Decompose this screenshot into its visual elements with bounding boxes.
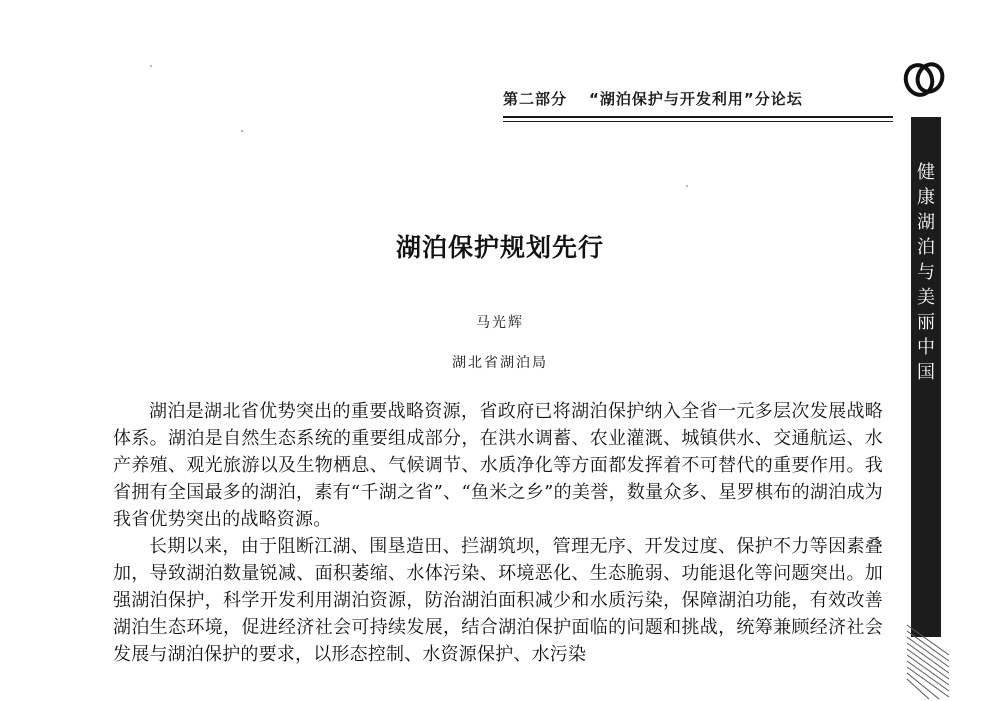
scan-speck [241,130,243,132]
article-affiliation: 湖北省湖泊局 [452,355,548,371]
article-body [113,398,883,668]
article-author: 马光辉 [476,315,524,331]
scan-speck [686,185,688,187]
header-part-label: 第二部分 [503,90,568,108]
side-title: 健康湖泊与美丽中国 [917,162,935,383]
header-rule-thin [503,121,893,122]
decorative-texture-icon [905,615,950,701]
body-paragraph: 长期以来，由于阻断江湖、围垦造田、拦湖筑坝，管理无序、开发过度、保护不力等因素叠加，导致湖泊数量锐减、面积萎缩、水体污染、环境恶化、生态脆弱、功能退化等问题突出。加强湖泊保护，科学开发利用湖泊资源，防治湖泊面积减少和水质污染，保障湖泊功能，有效改善湖泊生态环境，促进经济社会可持续发展，结合湖泊保护面临的问题和挑战，统筹兼顾经济社会发展与湖泊保护的要求，以形态控制、水资源保护、水污染 [113,536,883,665]
body-paragraph: 湖泊是湖北省优势突出的重要战略资源，省政府已将湖泊保护纳入全省一元多层次发展战略体系。湖泊是自然生态系统的重要组成部分，在洪水调蓄、农业灌溉、城镇供水、交通航运、水产养殖、观光旅游以及生物栖息、气候调节、水质净化等方面都发挥着不可替代的重要作用。我省拥有全国最多的湖泊，素有“千湖之省”、“鱼米之乡”的美誉，数量众多、星罗棋布的湖泊成为我省优势突出的战略资源。 [113,401,883,530]
running-header [503,88,895,112]
header-rule [503,116,893,118]
scan-speck [150,65,152,67]
article-title: 湖泊保护规划先行 [395,233,604,262]
header-section-label: “湖泊保护与开发利用”分论坛 [589,90,803,108]
publication-logo-icon [902,58,948,100]
